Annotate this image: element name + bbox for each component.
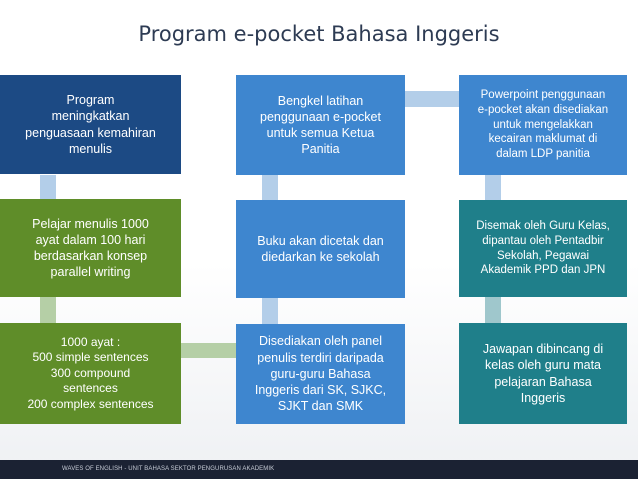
connector-col1-col2-bottom [181,343,236,358]
connector-col2-mid-top [262,175,278,200]
slide-title: Program e-pocket Bahasa Inggeris [138,22,500,46]
box-pelajar-menulis [0,199,181,297]
box-disediakan-panel [236,324,405,424]
connector-col2-bot-mid [262,298,278,324]
box-jawapan [459,323,627,424]
box-bengkel-latihan-text: Bengkel latihan penggunaan e-pocket untuk semua Ketua Panitia [260,93,381,157]
box-powerpoint [459,75,627,175]
box-powerpoint-text: Powerpoint penggunaan e-pocket akan disediakan untuk mengelakkan kecairan maklumat di dalam LDP panitia [477,88,609,161]
footer-text: WAVES OF ENGLISH - UNIT BAHASA SEKTOR PENGURUSAN AKADEMIK [62,466,275,472]
box-buku-dicetak-text: Buku akan dicetak dan diedarkan ke sekolah [257,233,384,264]
box-jawapan-text: Jawapan dibincang di kelas oleh guru mata pelajaran Bahasa Inggeris [482,342,604,405]
box-program-meningkatkan-text: Program meningkatkan penguasaan kemahiran menulis [25,93,156,156]
box-buku-dicetak [236,200,405,298]
box-program-meningkatkan [0,75,181,174]
connector-col1-mid-bot [40,297,56,323]
box-1000-ayat-text: 1000 ayat : 500 simple sentences 300 compound sentences 200 complex sentences [27,334,154,411]
box-disemak [459,200,627,297]
connector-col2-col3-top [405,91,459,107]
box-1000-ayat [0,323,181,424]
connector-col1-top-mid [40,175,56,199]
box-disediakan-panel-text: Disediakan oleh panel penulis terdiri daripada guru-guru Bahasa Inggeris dari SK, SJKC, SJKT dan SMK [254,334,387,414]
connector-col3-mid-bot [485,297,501,323]
box-bengkel-latihan [236,75,405,175]
connector-col3-top-mid [485,175,501,200]
box-disemak-text: Disemak oleh Guru Kelas, dipantau oleh Pentadbir Sekolah, Pegawai Akademik PPD dan JPN [476,219,610,277]
box-pelajar-menulis-text: Pelajar menulis 1000 ayat dalam 100 hari berdasarkan konsep parallel writing [32,216,149,280]
